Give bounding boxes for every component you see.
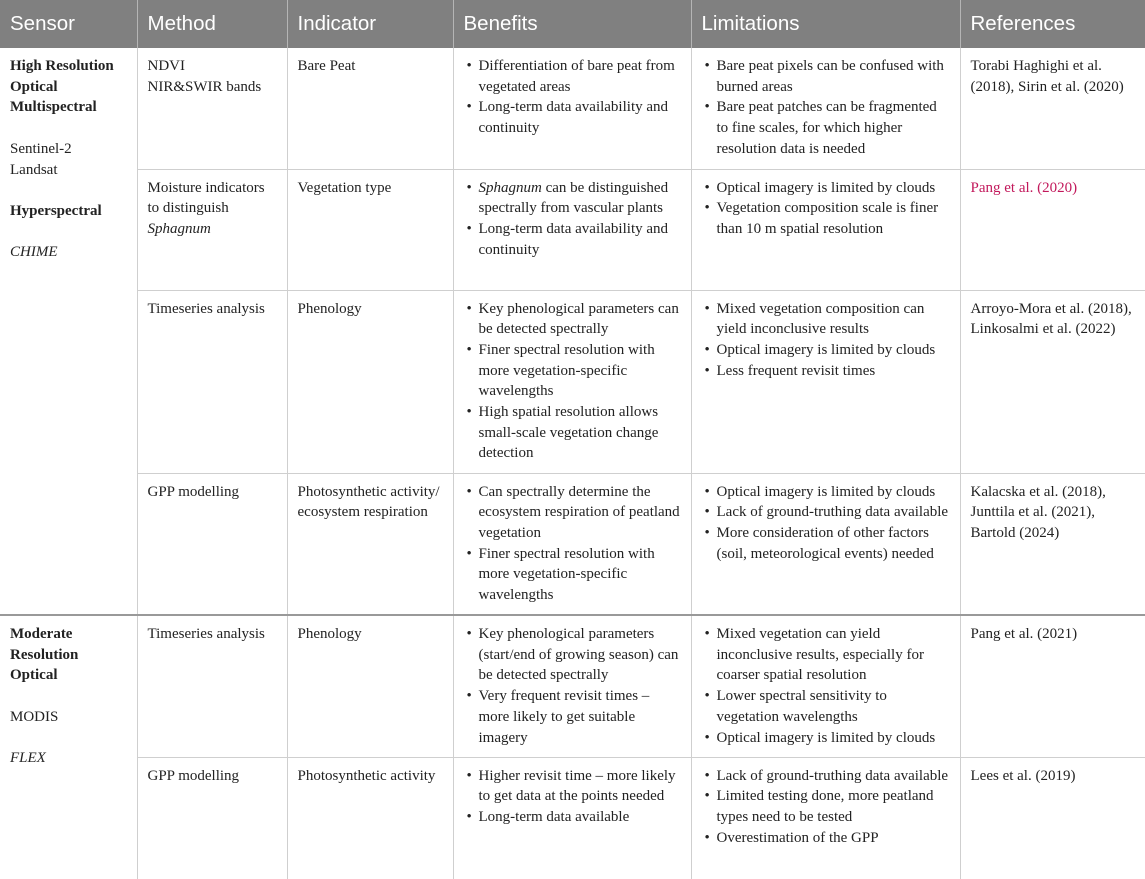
sensor-label: Resolution bbox=[10, 646, 79, 663]
limitations-list bbox=[702, 299, 950, 382]
list-item: • Vegetation composition scale is finer than 10 m spatial resolution bbox=[704, 200, 939, 237]
benefits-list bbox=[464, 624, 681, 748]
list-item: • More consideration of other factors (soil, meteorological events) needed bbox=[704, 524, 934, 562]
indicator-cell: Vegetation type bbox=[287, 169, 453, 290]
header-limitations: Limitations bbox=[691, 0, 960, 48]
list-item: • Sphagnum can be distinguished spectrally from vascular plants bbox=[466, 179, 669, 217]
table-row bbox=[0, 290, 1145, 473]
indicator-cell: Phenology bbox=[287, 290, 453, 473]
header-benefits: Benefits bbox=[453, 0, 691, 48]
sensor-label: High Resolution bbox=[10, 58, 114, 74]
references-cell: Torabi Haghighi et al. (2018), Sirin et al. (2020) bbox=[960, 48, 1145, 169]
list-item: • Bare peat pixels can be confused with burned areas bbox=[704, 58, 944, 95]
list-item: • Key phenological parameters (start/end of growing season) can be detected spectrally bbox=[466, 626, 679, 684]
limitations-cell bbox=[691, 757, 960, 879]
indicator-cell: Phenology bbox=[287, 615, 453, 757]
header-row bbox=[0, 0, 1145, 48]
indicator-cell: Photosynthetic activity/ ecosystem respiration bbox=[287, 473, 453, 615]
sensor-label: Multispectral bbox=[10, 99, 97, 116]
method-cell: Timeseries analysis bbox=[137, 615, 287, 757]
method-text: Sphagnum bbox=[147, 220, 211, 237]
sensor-cell-moderate-resolution bbox=[0, 615, 137, 879]
list-item: • Optical imagery is limited by clouds bbox=[704, 483, 936, 500]
method-text: NDVI bbox=[147, 58, 185, 74]
benefits-cell bbox=[453, 169, 691, 290]
benefits-list bbox=[464, 299, 681, 465]
benefits-cell bbox=[453, 48, 691, 169]
benefits-cell bbox=[453, 290, 691, 473]
list-item: • Finer spectral resolution with more vegetation-specific wavelengths bbox=[466, 341, 655, 400]
list-item: • Differentiation of bare peat from vegetated areas bbox=[466, 58, 675, 95]
list-item: • Less frequent revisit times bbox=[704, 362, 876, 379]
list-item: • Finer spectral resolution with more vegetation-specific wavelengths bbox=[466, 545, 655, 604]
header-indicator: Indicator bbox=[287, 0, 453, 48]
sensor-label: Optical bbox=[10, 667, 58, 684]
limitations-cell bbox=[691, 290, 960, 473]
list-item: • Overestimation of the GPP bbox=[704, 829, 879, 846]
method-cell: GPP modelling bbox=[137, 473, 287, 615]
sensor-cell-high-resolution bbox=[0, 48, 137, 615]
references-cell bbox=[960, 169, 1145, 290]
reference-link[interactable]: Pang et al. (2020) bbox=[970, 179, 1078, 196]
benefits-list bbox=[464, 482, 681, 606]
list-item: • Long-term data available bbox=[466, 808, 630, 825]
list-item: • Long-term data availability and continuity bbox=[466, 99, 669, 137]
list-item: • Mixed vegetation can yield inconclusive results, especially for coarser spatial resolution bbox=[704, 626, 924, 684]
list-item: • Long-term data availability and continuity bbox=[466, 220, 669, 258]
sensor-label: Optical bbox=[10, 78, 58, 95]
indicator-cell: Photosynthetic activity bbox=[287, 757, 453, 879]
limitations-list bbox=[702, 56, 950, 160]
sensor-instrument: Landsat bbox=[10, 161, 58, 178]
benefits-cell bbox=[453, 473, 691, 615]
method-cell bbox=[137, 169, 287, 290]
sensor-instrument: Sentinel-2 bbox=[10, 140, 72, 157]
table-body bbox=[0, 48, 1145, 879]
table-row bbox=[0, 169, 1145, 290]
method-text: NIR&SWIR bands bbox=[147, 78, 262, 95]
benefits-cell bbox=[453, 615, 691, 757]
list-item: • Optical imagery is limited by clouds bbox=[704, 179, 936, 196]
list-item: • Lack of ground-truthing data available bbox=[704, 504, 949, 521]
table-row bbox=[0, 473, 1145, 615]
references-cell: Kalacska et al. (2018), Junttila et al. (2021), Bartold (2024) bbox=[960, 473, 1145, 615]
method-text: Moisture indicators to distinguish bbox=[147, 179, 265, 217]
references-cell: Arroyo-Mora et al. (2018), Linkosalmi et al. (2022) bbox=[960, 290, 1145, 473]
limitations-list bbox=[702, 482, 950, 565]
list-item: • Mixed vegetation composition can yield inconclusive results bbox=[704, 300, 925, 338]
table-row bbox=[0, 48, 1145, 169]
header-references: References bbox=[960, 0, 1145, 48]
references-cell: Pang et al. (2021) bbox=[960, 615, 1145, 757]
header-method: Method bbox=[137, 0, 287, 48]
list-item: • Bare peat patches can be fragmented to fine scales, for which higher resolution data is needed bbox=[704, 99, 937, 157]
list-item: • Can spectrally determine the ecosystem respiration of peatland vegetation bbox=[466, 483, 680, 541]
limitations-cell bbox=[691, 48, 960, 169]
limitations-list bbox=[702, 624, 950, 748]
method-cell: Timeseries analysis bbox=[137, 290, 287, 473]
sensor-label: Moderate bbox=[10, 626, 73, 642]
limitations-list bbox=[702, 766, 950, 849]
list-item: • Very frequent revisit times – more likely to get suitable imagery bbox=[466, 688, 650, 746]
header-sensor: Sensor bbox=[0, 0, 137, 48]
benefits-list bbox=[464, 178, 681, 261]
sensor-instrument: CHIME bbox=[10, 244, 58, 261]
list-item: • Lack of ground-truthing data available bbox=[704, 767, 949, 784]
method-cell bbox=[137, 48, 287, 169]
list-item: • Key phenological parameters can be detected spectrally bbox=[466, 300, 679, 338]
list-item: • Optical imagery is limited by clouds bbox=[704, 729, 936, 746]
list-item: • High spatial resolution allows small-scale vegetation change detection bbox=[466, 404, 659, 462]
list-item: • Lower spectral sensitivity to vegetation wavelengths bbox=[704, 688, 887, 725]
benefits-list bbox=[464, 766, 681, 828]
sensor-instrument: FLEX bbox=[10, 750, 46, 767]
list-item: • Higher revisit time – more likely to get data at the points needed bbox=[466, 767, 676, 805]
table-header bbox=[0, 0, 1145, 48]
indicator-cell: Bare Peat bbox=[287, 48, 453, 169]
benefits-cell bbox=[453, 757, 691, 879]
limitations-list bbox=[702, 178, 950, 240]
table-row bbox=[0, 615, 1145, 757]
list-item: • Optical imagery is limited by clouds bbox=[704, 341, 936, 358]
list-item: • Limited testing done, more peatland types need to be tested bbox=[704, 788, 934, 825]
sensor-label: Hyperspectral bbox=[10, 202, 102, 219]
limitations-cell bbox=[691, 473, 960, 615]
benefits-list bbox=[464, 56, 681, 139]
sensor-instrument: MODIS bbox=[10, 708, 59, 725]
references-cell: Lees et al. (2019) bbox=[960, 757, 1145, 879]
method-cell: GPP modelling bbox=[137, 757, 287, 879]
limitations-cell bbox=[691, 615, 960, 757]
table-row bbox=[0, 757, 1145, 879]
limitations-cell bbox=[691, 169, 960, 290]
